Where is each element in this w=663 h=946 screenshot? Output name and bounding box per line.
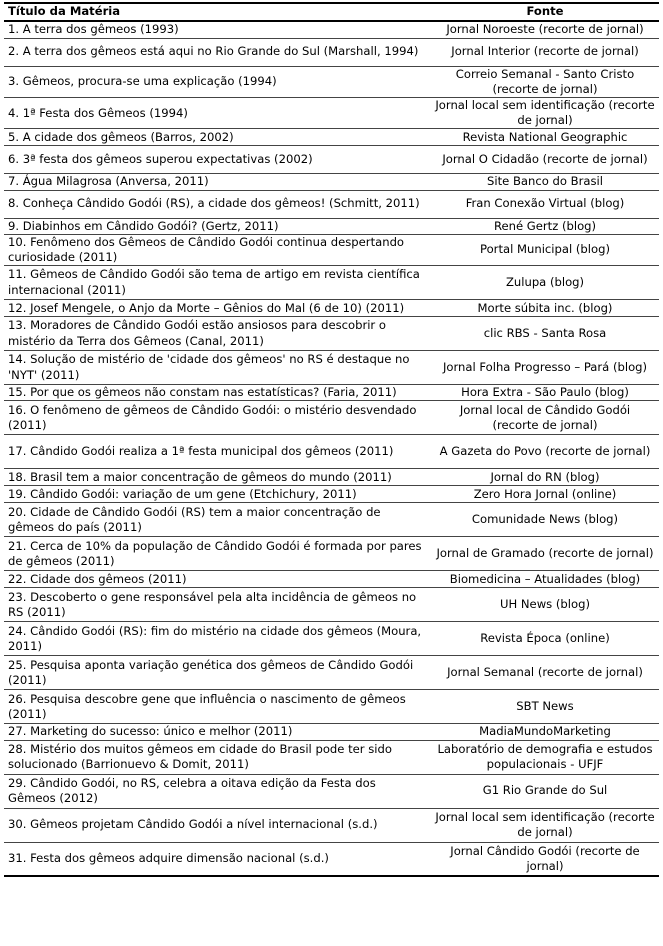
article-title: 11. Gêmeos de Cândido Godói são tema de artigo em revista científica internacional (2011) — [4, 266, 431, 300]
article-source: René Gertz (blog) — [431, 218, 659, 234]
article-title: 30. Gêmeos projetam Cândido Godói a nível internacional (s.d.) — [4, 808, 431, 842]
article-title: 7. Água Milagrosa (Anversa, 2011) — [4, 174, 431, 190]
article-source: Jornal Folha Progresso – Pará (blog) — [431, 351, 659, 385]
article-source: Hora Extra - São Paulo (blog) — [431, 385, 659, 401]
table-row — [4, 190, 659, 218]
article-source: SBT News — [431, 690, 659, 724]
article-source: Revista Época (online) — [431, 622, 659, 656]
article-source: Jornal Interior (recorte de jornal) — [431, 38, 659, 66]
article-title: 16. O fenômeno de gêmeos de Cândido Godói: o mistério desvendado (2011) — [4, 401, 431, 435]
article-title: 12. Josef Mengele, o Anjo da Morte – Gênios do Mal (6 de 10) (2011) — [4, 300, 431, 317]
article-title: 26. Pesquisa descobre gene que influência o nascimento de gêmeos (2011) — [4, 690, 431, 724]
article-source: Zulupa (blog) — [431, 266, 659, 300]
article-source: Jornal de Gramado (recorte de jornal) — [431, 537, 659, 571]
article-title: 14. Solução de mistério de 'cidade dos gêmeos' no RS é destaque no 'NYT' (2011) — [4, 351, 431, 385]
article-source: G1 Rio Grande do Sul — [431, 774, 659, 808]
article-title: 17. Cândido Godói realiza a 1ª festa municipal dos gêmeos (2011) — [4, 435, 431, 469]
table-row — [4, 503, 659, 537]
article-source: Portal Municipal (blog) — [431, 234, 659, 265]
table-row — [4, 385, 659, 401]
article-source: Comunidade News (blog) — [431, 503, 659, 537]
article-source: Jornal do RN (blog) — [431, 469, 659, 486]
table-row — [4, 774, 659, 808]
header-source: Fonte — [431, 3, 659, 21]
table-row — [4, 571, 659, 588]
table-row — [4, 401, 659, 435]
table-row — [4, 486, 659, 503]
table-row — [4, 537, 659, 571]
table-row — [4, 317, 659, 351]
article-title: 5. A cidade dos gêmeos (Barros, 2002) — [4, 129, 431, 146]
table-row — [4, 808, 659, 842]
article-source: Site Banco do Brasil — [431, 174, 659, 190]
article-title: 28. Mistério dos muitos gêmeos em cidade do Brasil pode ter sido solucionado (Barrionuevo & Domit, 2011) — [4, 740, 431, 774]
article-source: Jornal Semanal (recorte de jornal) — [431, 656, 659, 690]
article-source: Laboratório de demografia e estudos populacionais - UFJF — [431, 740, 659, 774]
table-row — [4, 38, 659, 66]
article-source: Jornal Cândido Godói (recorte de jornal) — [431, 842, 659, 876]
article-title: 8. Conheça Cândido Godói (RS), a cidade dos gêmeos! (Schmitt, 2011) — [4, 190, 431, 218]
table-row — [4, 174, 659, 190]
article-source: Correio Semanal - Santo Cristo (recorte de jornal) — [431, 66, 659, 97]
table-header-row — [4, 3, 659, 21]
article-source: Morte súbita inc. (blog) — [431, 300, 659, 317]
article-source: Zero Hora Jornal (online) — [431, 486, 659, 503]
table-row — [4, 690, 659, 724]
article-source: Revista National Geographic — [431, 129, 659, 146]
article-title: 20. Cidade de Cândido Godói (RS) tem a maior concentração de gêmeos do país (2011) — [4, 503, 431, 537]
article-title: 1. A terra dos gêmeos (1993) — [4, 21, 431, 38]
table-row — [4, 724, 659, 740]
article-title: 3. Gêmeos, procura-se uma explicação (1994) — [4, 66, 431, 97]
article-title: 10. Fenômeno dos Gêmeos de Cândido Godói continua despertando curiosidade (2011) — [4, 234, 431, 265]
article-source: Jornal local sem identificação (recorte de jornal) — [431, 808, 659, 842]
table-row — [4, 435, 659, 469]
table-row — [4, 740, 659, 774]
article-source: clic RBS - Santa Rosa — [431, 317, 659, 351]
article-title: 31. Festa dos gêmeos adquire dimensão nacional (s.d.) — [4, 842, 431, 876]
article-title: 19. Cândido Godói: variação de um gene (Etchichury, 2011) — [4, 486, 431, 503]
article-title: 18. Brasil tem a maior concentração de gêmeos do mundo (2011) — [4, 469, 431, 486]
article-title: 6. 3ª festa dos gêmeos superou expectativas (2002) — [4, 146, 431, 174]
table-row — [4, 469, 659, 486]
article-source: Fran Conexão Virtual (blog) — [431, 190, 659, 218]
table-row — [4, 97, 659, 128]
article-source: Jornal local sem identificação (recorte de jornal) — [431, 97, 659, 128]
article-title: 23. Descoberto o gene responsável pela alta incidência de gêmeos no RS (2011) — [4, 588, 431, 622]
table-row — [4, 300, 659, 317]
header-title: Título da Matéria — [4, 3, 431, 21]
article-title: 9. Diabinhos em Cândido Godói? (Gertz, 2011) — [4, 218, 431, 234]
article-source: Jornal Noroeste (recorte de jornal) — [431, 21, 659, 38]
table-row — [4, 842, 659, 876]
article-source: Jornal O Cidadão (recorte de jornal) — [431, 146, 659, 174]
article-title: 13. Moradores de Cândido Godói estão ansiosos para descobrir o mistério da Terra dos Gêmeos (Canal, 2011) — [4, 317, 431, 351]
table-row — [4, 656, 659, 690]
article-source: A Gazeta do Povo (recorte de jornal) — [431, 435, 659, 469]
table-row — [4, 266, 659, 300]
article-title: 29. Cândido Godói, no RS, celebra a oitava edição da Festa dos Gêmeos (2012) — [4, 774, 431, 808]
table-row — [4, 129, 659, 146]
article-title: 22. Cidade dos gêmeos (2011) — [4, 571, 431, 588]
article-source: MadiaMundoMarketing — [431, 724, 659, 740]
table-row — [4, 588, 659, 622]
article-source: Jornal local de Cândido Godói (recorte de jornal) — [431, 401, 659, 435]
news-sources-table — [4, 2, 659, 877]
table-row — [4, 21, 659, 38]
article-title: 24. Cândido Godói (RS): fim do mistério na cidade dos gêmeos (Moura, 2011) — [4, 622, 431, 656]
article-title: 4. 1ª Festa dos Gêmeos (1994) — [4, 97, 431, 128]
table-row — [4, 622, 659, 656]
article-source: Biomedicina – Atualidades (blog) — [431, 571, 659, 588]
article-title: 21. Cerca de 10% da população de Cândido Godói é formada por pares de gêmeos (2011) — [4, 537, 431, 571]
article-source: UH News (blog) — [431, 588, 659, 622]
table-row — [4, 146, 659, 174]
table-row — [4, 234, 659, 265]
table-row — [4, 351, 659, 385]
article-title: 27. Marketing do sucesso: único e melhor (2011) — [4, 724, 431, 740]
article-title: 15. Por que os gêmeos não constam nas estatísticas? (Faria, 2011) — [4, 385, 431, 401]
table-row — [4, 218, 659, 234]
article-title: 2. A terra dos gêmeos está aqui no Rio Grande do Sul (Marshall, 1994) — [4, 38, 431, 66]
article-title: 25. Pesquisa aponta variação genética dos gêmeos de Cândido Godói (2011) — [4, 656, 431, 690]
table-body — [4, 21, 659, 876]
table-row — [4, 66, 659, 97]
